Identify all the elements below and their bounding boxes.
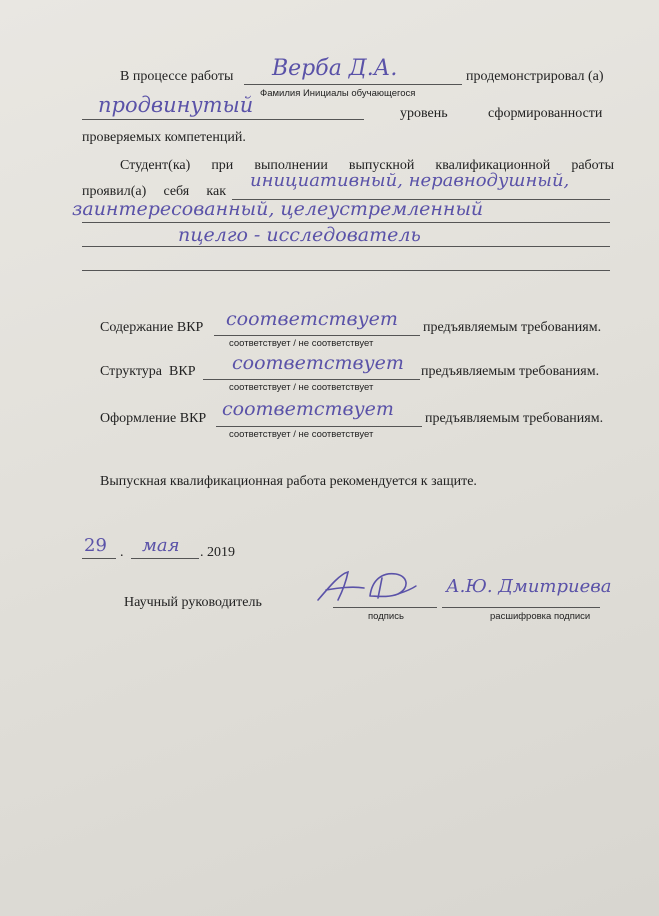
qualities-handwritten-1: инициативный, неравнодушный,	[250, 170, 570, 191]
decoding-handwritten: А.Ю. Дмитриева	[446, 576, 612, 597]
competencies-text: проверяемых компетенций.	[82, 130, 246, 145]
structure-underline	[203, 379, 420, 380]
name-underline	[244, 84, 462, 85]
date-day-handwritten: 29	[84, 535, 107, 556]
content-label: Содержание ВКР	[100, 320, 204, 335]
content-caption: соответствует / не соответствует	[229, 338, 374, 349]
structure-suffix: предъявляемым требованиям.	[421, 364, 600, 379]
recommendation-text: Выпускная квалификационная работа рекомендуется к защите.	[100, 474, 477, 489]
qualities-handwritten-2: заинтересованный, целеустремленный	[72, 198, 484, 220]
intro-suffix: продемонстрировал (а)	[466, 69, 604, 84]
student-name-handwritten: Верба Д.А.	[272, 56, 398, 81]
level-handwritten: продвинутый	[98, 93, 254, 117]
qualities-underline-4	[82, 270, 610, 271]
formatting-label: Оформление ВКР	[100, 411, 207, 426]
qualities-handwritten-3: пцелго - исследователь	[178, 224, 421, 246]
level-suffix-2: сформированности	[488, 106, 603, 121]
date-dot: .	[120, 545, 124, 560]
date-month-underline	[131, 558, 199, 559]
structure-value-handwritten: соответствует	[232, 352, 404, 374]
content-underline	[214, 335, 420, 336]
intro-prefix: В процессе работы	[120, 69, 234, 84]
formatting-underline	[216, 426, 422, 427]
structure-label: Структура ВКР	[100, 364, 196, 379]
decoding-underline	[442, 607, 600, 608]
content-value-handwritten: соответствует	[226, 308, 398, 330]
structure-caption: соответствует / не соответствует	[229, 382, 374, 393]
decoding-caption: расшифровка подписи	[490, 611, 591, 622]
level-suffix: уровень	[400, 106, 448, 121]
name-caption: Фамилия Инициалы обучающегося	[260, 88, 416, 99]
supervisor-label: Научный руководитель	[124, 595, 262, 610]
date-day-underline	[82, 558, 116, 559]
signature-caption: подпись	[368, 611, 404, 622]
qualities-line-2: проявил(а) себя как	[82, 184, 226, 199]
formatting-suffix: предъявляемым требованиям.	[425, 411, 604, 426]
signature-image	[312, 566, 422, 612]
formatting-value-handwritten: соответствует	[222, 398, 394, 420]
date-year: . 2019	[200, 545, 235, 560]
qualities-line-1: Студент(ка) при выполнении выпускной квалификационной работы	[120, 158, 614, 173]
qualities-underline-3	[82, 246, 610, 247]
qualities-underline-2	[82, 222, 610, 223]
level-underline	[82, 119, 364, 120]
date-month-handwritten: мая	[142, 535, 180, 556]
content-suffix: предъявляемым требованиям.	[423, 320, 602, 335]
formatting-caption: соответствует / не соответствует	[229, 429, 374, 440]
